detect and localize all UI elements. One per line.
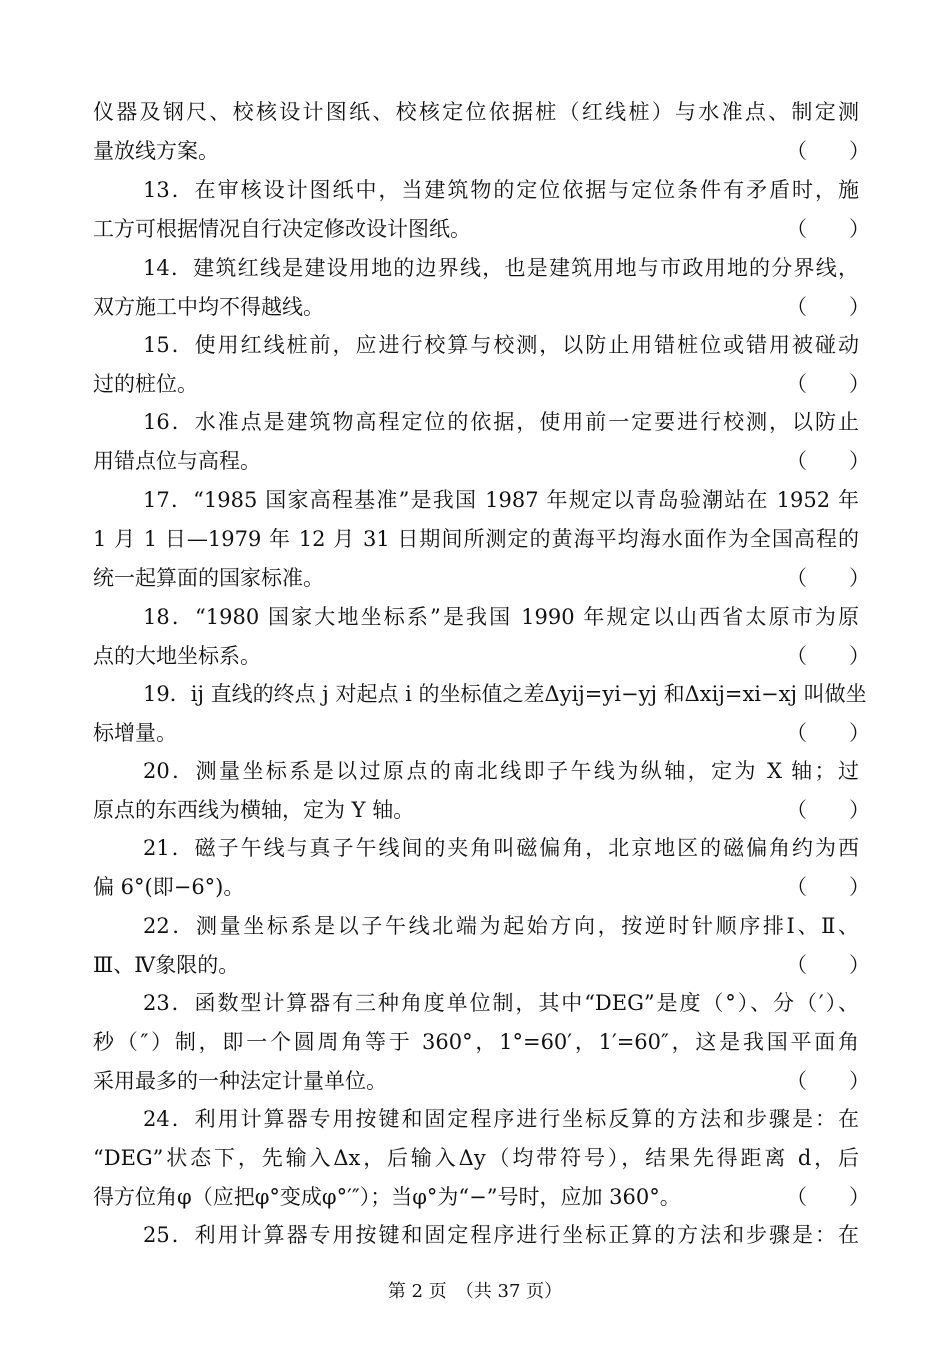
- answer-blank: （ ）: [786, 798, 870, 822]
- question-text-line: 采用最多的一种法定计量单位。: [93, 1069, 387, 1093]
- answer-blank: （ ）: [786, 953, 870, 977]
- question-text-line: 22．测量坐标系是以子午线北端为起始方向，按逆时针顺序排Ⅰ、Ⅱ、: [143, 914, 859, 938]
- answer-blank: （ ）: [786, 1069, 870, 1093]
- question-text-line: 用错点位与高程。: [93, 449, 261, 473]
- question-text-line: 原点的东西线为横轴，定为 Y 轴。: [93, 798, 415, 822]
- question-text-line: 工方可根据情况自行决定修改设计图纸。: [93, 217, 471, 241]
- question-text-line: 秒（″）制，即一个圆周角等于 360°，1°=60′，1′=60″，这是我国平面角: [93, 1030, 859, 1054]
- question-text-line: 得方位角φ（应把φ°变成φ°′″）；当φ°为“−”号时，应加 360°。: [93, 1185, 681, 1209]
- question-text-line: 点的大地坐标系。: [93, 644, 261, 668]
- question-text-line: 1 月 1 日—1979 年 12 月 31 日期间所测定的黄海平均海水面作为全国高程的: [93, 527, 859, 551]
- answer-blank: （ ）: [786, 875, 870, 899]
- question-text-line: 25．利用计算器专用按键和固定程序进行坐标正算的方法和步骤是：在: [143, 1223, 859, 1247]
- question-text-line: 量放线方案。: [93, 139, 219, 163]
- question-text-line: 21．磁子午线与真子午线间的夹角叫磁偏角，北京地区的磁偏角约为西: [143, 836, 859, 860]
- question-text-line: 19．ij 直线的终点 j 对起点 i 的坐标值之差Δyij=yi−yj 和Δxij=xi−xj 叫做坐: [143, 682, 867, 706]
- question-text-line: 过的桩位。: [93, 372, 198, 396]
- answer-blank: （ ）: [786, 1185, 870, 1209]
- answer-blank: （ ）: [786, 721, 870, 745]
- question-text-line: Ⅲ、Ⅳ象限的。: [93, 953, 240, 977]
- answer-blank: （ ）: [786, 295, 870, 319]
- question-text-line: 双方施工中均不得越线。: [93, 295, 324, 319]
- page-footer: 第 2 页 （共 37 页）: [387, 1281, 563, 1302]
- question-text-line: 16．水准点是建筑物高程定位的依据，使用前一定要进行校测，以防止: [143, 410, 859, 434]
- question-text-line: 20．测量坐标系是以过原点的南北线即子午线为纵轴，定为 X 轴；过: [143, 759, 859, 783]
- answer-blank: （ ）: [786, 644, 870, 668]
- answer-blank: （ ）: [786, 217, 870, 241]
- question-text-line: 24．利用计算器专用按键和固定程序进行坐标反算的方法和步骤是：在: [143, 1107, 859, 1131]
- question-text-line: “DEG”状态下，先输入Δx，后输入Δy（均带符号），结果先得距离 d，后: [93, 1146, 859, 1170]
- question-text-line: 偏 6°(即−6°)。: [93, 875, 245, 899]
- answer-blank: （ ）: [786, 139, 870, 163]
- question-text-line: 13．在审核设计图纸中，当建筑物的定位依据与定位条件有矛盾时，施: [143, 178, 859, 202]
- question-text-line: 15．使用红线桩前，应进行校算与校测，以防止用错桩位或错用被碰动: [143, 333, 859, 357]
- question-text-line: 标增量。: [93, 721, 177, 745]
- answer-blank: （ ）: [786, 566, 870, 590]
- question-text-line: 仪器及钢尺、校核设计图纸、校核定位依据桩（红线桩）与水准点、制定测: [93, 100, 859, 124]
- question-text-line: 14．建筑红线是建设用地的边界线，也是建筑用地与市政用地的分界线，: [143, 256, 859, 280]
- answer-blank: （ ）: [786, 449, 870, 473]
- question-text-line: 18．“1980 国家大地坐标系”是我国 1990 年规定以山西省太原市为原: [143, 605, 859, 629]
- question-text-line: 17．“1985 国家高程基准”是我国 1987 年规定以青岛验潮站在 1952 年: [143, 488, 859, 512]
- question-text-line: 统一起算面的国家标准。: [93, 566, 324, 590]
- answer-blank: （ ）: [786, 372, 870, 396]
- question-text-line: 23．函数型计算器有三种角度单位制，其中“DEG”是度（°）、分（′）、: [143, 991, 859, 1015]
